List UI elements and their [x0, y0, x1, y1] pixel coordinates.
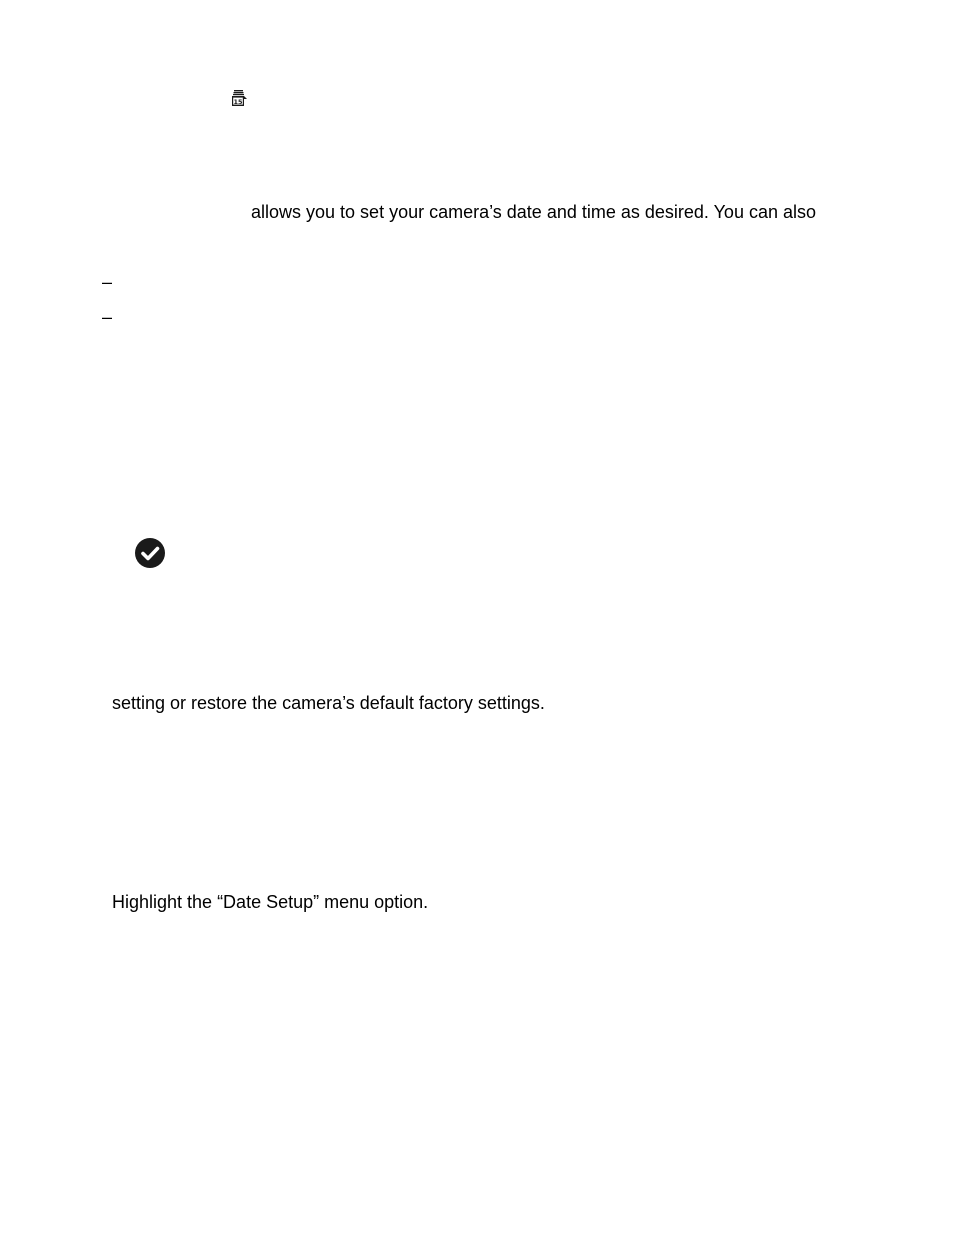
settings-paragraph-line: setting or restore the camera’s default factory settings. — [112, 693, 545, 713]
calendar-icon — [230, 89, 248, 107]
checkmark-circle-icon — [134, 537, 166, 569]
bullet-marker: – — [102, 272, 113, 292]
bullet-marker: – — [102, 307, 113, 327]
svg-text:15: 15 — [233, 98, 243, 106]
intro-paragraph-line: allows you to set your camera’s date and time as desired. You can also — [251, 202, 816, 222]
step-instruction: Highlight the “Date Setup” menu option. — [112, 892, 429, 912]
